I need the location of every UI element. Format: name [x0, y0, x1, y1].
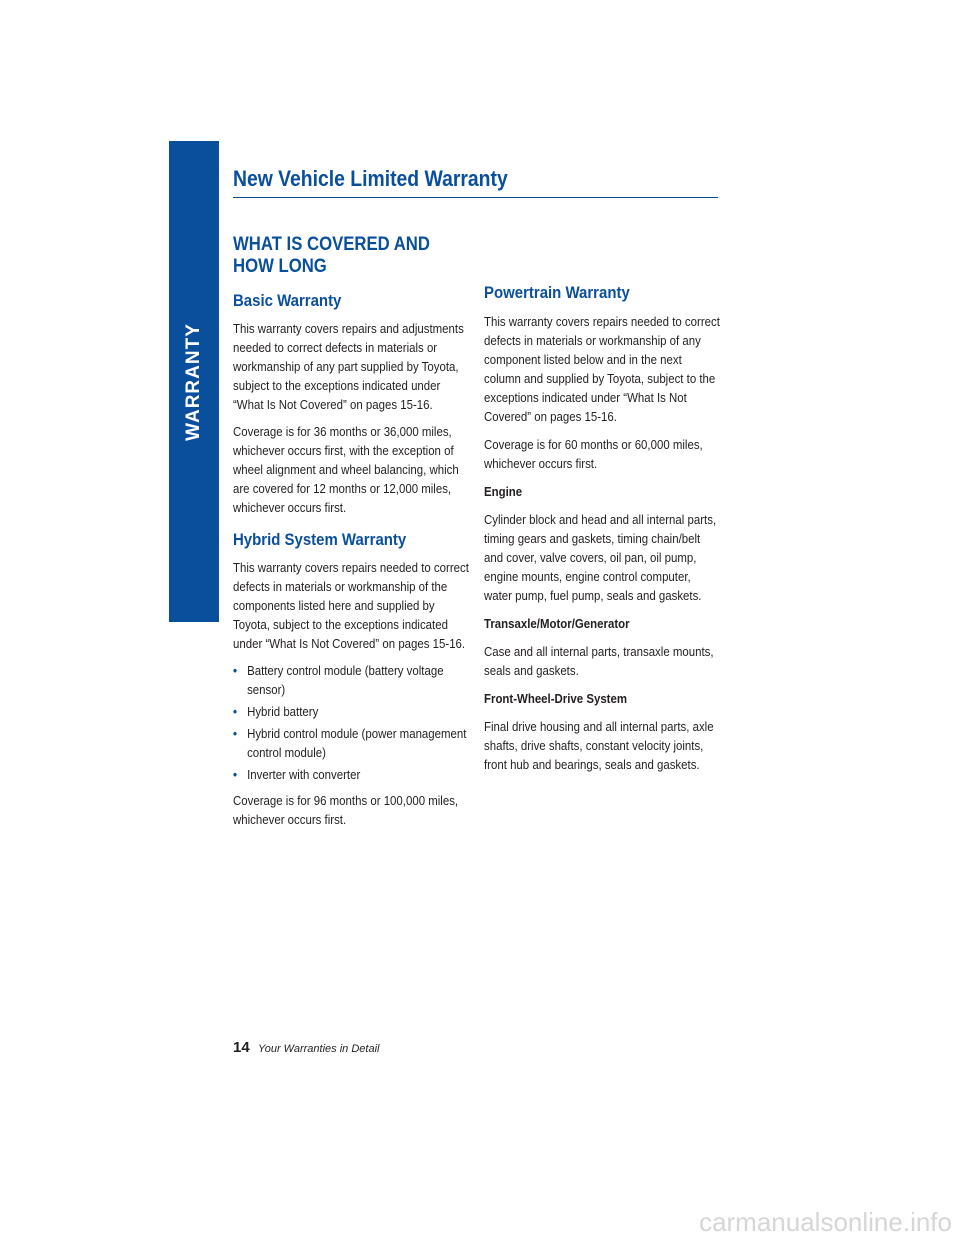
page-title: New Vehicle Limited Warranty — [233, 166, 508, 191]
list-item: • Hybrid battery — [233, 704, 319, 719]
right-column — [484, 282, 720, 774]
hybrid-warranty-coverage: Coverage is for 96 months or 100,000 miles, whichever occurs first. — [233, 793, 459, 827]
basic-warranty-heading: Basic Warranty — [233, 291, 342, 310]
engine-text: Cylinder block and head and all internal parts, timing gears and gaskets, timing chain/belt and cover, valve covers, oil pan, oil pump, engine mounts, engine control computer, water pump, fuel pump, seals and gaskets. — [484, 512, 717, 603]
powertrain-warranty-heading: Powertrain Warranty — [484, 283, 630, 302]
section-heading-line1: WHAT IS COVERED AND — [233, 234, 430, 255]
powertrain-warranty-text: This warranty covers repairs needed to correct defects in materials or workmanship of any component listed below and in the next column and supplied by Toyota, subject to the exceptions indicated under “What Is Not Covered” on pages 15-16. — [484, 314, 720, 424]
page-number: 14 — [233, 1039, 250, 1056]
section-heading — [233, 234, 471, 278]
powertrain-warranty-coverage: Coverage is for 60 months or 60,000 miles, whichever occurs first. — [484, 437, 703, 471]
fwd-label: Front-Wheel-Drive System — [484, 691, 628, 706]
engine-label: Engine — [484, 484, 523, 499]
bullet-icon: • — [233, 767, 238, 782]
basic-warranty-text: This warranty covers repairs and adjustments needed to correct defects in materials or workmanship of any part supplied by Toyota, subject to the exceptions indicated under “What Is Not Covered” on pages 15-16. — [233, 321, 464, 412]
side-tab — [169, 141, 219, 622]
title-divider — [233, 197, 718, 198]
watermark: carmanualsonline.info — [699, 1207, 952, 1237]
fwd-text: Final drive housing and all internal parts, axle shafts, drive shafts, constant velocity joints, front hub and bearings, seals and gaskets. — [484, 719, 714, 772]
list-item: • Inverter with converter — [233, 767, 361, 782]
hybrid-warranty-heading: Hybrid System Warranty — [233, 530, 407, 549]
transaxle-label: Transaxle/Motor/Generator — [484, 616, 630, 631]
list-item: • Hybrid control module (power management control module) — [233, 726, 467, 760]
section-heading-line2: HOW LONG — [233, 256, 327, 277]
bullet-icon: • — [233, 704, 238, 719]
basic-warranty-coverage: Coverage is for 36 months or 36,000 miles, whichever occurs first, with the exception of wheel alignment and wheel balancing, which are covered for 12 months or 12,000 miles, whichever occurs first. — [233, 424, 459, 515]
hybrid-warranty-text: This warranty covers repairs needed to correct defects in materials or workmanship of the components listed here and supplied by Toyota, subject to the exceptions indicated under “What Is Not Covered” on pages 15-16. — [233, 560, 469, 651]
list-item: • Battery control module (battery voltage sensor) — [233, 663, 444, 697]
side-tab-label: WARRANTY — [183, 322, 204, 441]
left-column — [233, 234, 469, 829]
bullet-icon: • — [233, 663, 238, 678]
transaxle-text: Case and all internal parts, transaxle mounts, seals and gaskets. — [484, 644, 714, 678]
footer-text: Your Warranties in Detail — [258, 1043, 380, 1055]
bullet-icon: • — [233, 726, 238, 741]
